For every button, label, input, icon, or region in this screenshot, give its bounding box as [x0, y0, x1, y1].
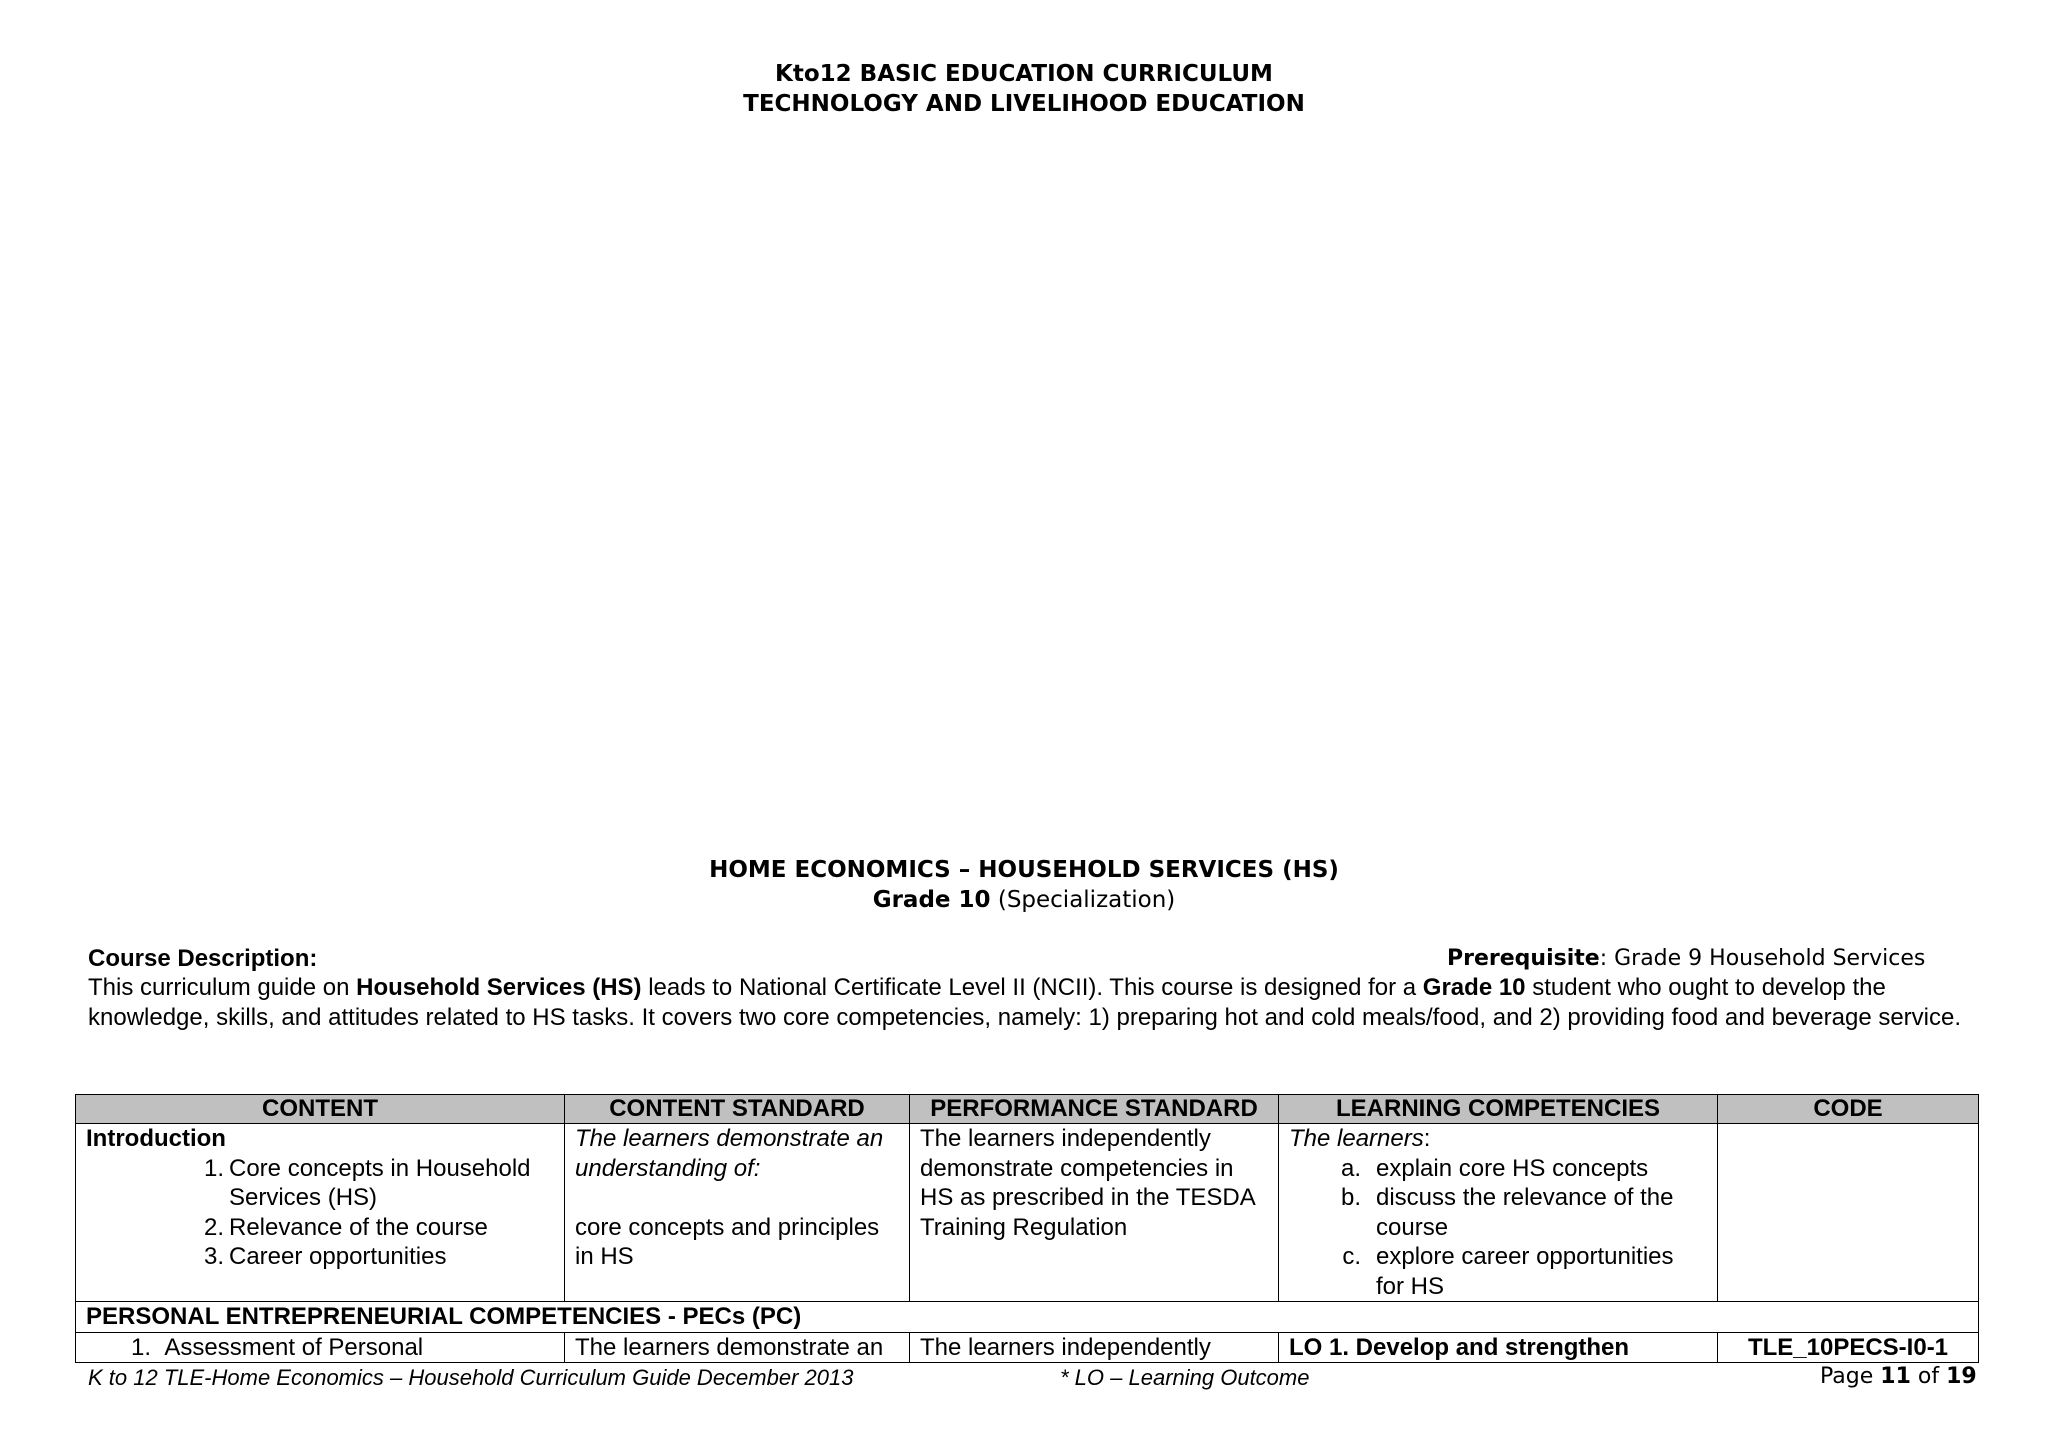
col-header-content: CONTENT: [76, 1095, 565, 1124]
doc-header-line1: Kto12 BASIC EDUCATION CURRICULUM: [775, 61, 1273, 87]
table-row-introduction: [76, 1124, 1979, 1302]
col-header-content-standard: CONTENT STANDARD: [565, 1095, 910, 1124]
cell-learning-competencies: LO 1. Develop and strengthen: [1279, 1332, 1718, 1363]
grade-specialization: (Specialization): [990, 887, 1176, 913]
competencies-list: [1289, 1154, 1707, 1302]
page-current: 11: [1880, 1364, 1911, 1389]
col-header-performance-standard: PERFORMANCE STANDARD: [910, 1095, 1279, 1124]
list-item: [86, 1154, 554, 1213]
cell-code: TLE_10PECS-I0-1: [1718, 1332, 1979, 1363]
desc-bold-grade: Grade 10: [1422, 974, 1526, 1001]
curriculum-table: [75, 1094, 1979, 1363]
prerequisite-value: : Grade 9 Household Services: [1599, 946, 1926, 971]
intro-title: Introduction: [86, 1125, 226, 1152]
list-item: [1289, 1183, 1707, 1242]
course-description: [88, 973, 1968, 1033]
list-text: Relevance of the course: [229, 1213, 488, 1241]
list-text: Assessment of Personal: [164, 1333, 424, 1361]
page-word: Page: [1820, 1364, 1881, 1389]
col-header-learning-competencies: LEARNING COMPETENCIES: [1279, 1095, 1718, 1124]
footer-page-number: [1820, 1364, 1977, 1389]
doc-header-line2: TECHNOLOGY AND LIVELIHOOD EDUCATION: [743, 91, 1305, 117]
footer-lo-note: * LO – Learning Outcome: [1060, 1365, 1310, 1390]
list-num: 1.: [203, 1154, 224, 1182]
footer-guide-title: K to 12 TLE-Home Economics – Household Curriculum Guide December 2013: [88, 1365, 854, 1390]
list-item: [1289, 1154, 1707, 1184]
col-header-code: CODE: [1718, 1095, 1979, 1124]
competencies-intro: The learners:: [1289, 1125, 1431, 1152]
list-text: discuss the relevance of the course: [1376, 1184, 1674, 1241]
list-num: 1.: [130, 1333, 151, 1361]
list-num: 2.: [203, 1213, 224, 1241]
content-list: [86, 1154, 554, 1272]
cell-content-standard: [565, 1124, 910, 1302]
prerequisite-label: Prerequisite: [1447, 946, 1600, 971]
course-description-label: Course Description:: [88, 945, 318, 972]
list-text: Career opportunities: [229, 1243, 447, 1270]
list-item: [1289, 1242, 1707, 1301]
section-title: PERSONAL ENTREPRENEURIAL COMPETENCIES - PECs (PC): [76, 1302, 1979, 1333]
desc-part: leads to National Certificate Level II (NCII). This course is designed for a: [641, 974, 1423, 1001]
cell-content-standard: The learners demonstrate an: [565, 1332, 910, 1363]
desc-bold-hs: Household Services (HS): [356, 974, 642, 1001]
cell-performance-standard: The learners independently: [910, 1332, 1279, 1363]
cell-content: [76, 1332, 565, 1363]
prerequisite: [1447, 946, 1925, 971]
list-text: explore career opportunities for HS: [1376, 1243, 1674, 1300]
list-num: 3.: [203, 1243, 224, 1270]
table-row-pecs: [76, 1332, 1979, 1363]
content-standard-intro: The learners demonstrate an understanding of:: [575, 1125, 884, 1182]
list-text: Core concepts in Household Services (HS): [229, 1154, 531, 1211]
competencies-intro-text: The learners: [1289, 1125, 1424, 1152]
page-total: 19: [1946, 1364, 1977, 1389]
cell-code: [1718, 1124, 1979, 1302]
of-word: of: [1910, 1364, 1947, 1389]
desc-part: student who ought to develop the knowledge, skills, and attitudes related to HS tasks. It covers two core competencies, namely: 1) preparing hot and cold meals/food, and 2) providing food and beverage service.: [88, 974, 1962, 1031]
list-num: b.: [1340, 1184, 1361, 1211]
subject-title: HOME ECONOMICS – HOUSEHOLD SERVICES (HS): [709, 857, 1339, 883]
grade-label: Grade 10: [872, 887, 991, 913]
list-item: [86, 1213, 554, 1243]
list-num: a.: [1340, 1154, 1361, 1182]
cell-content: [76, 1124, 565, 1302]
list-num: c.: [1342, 1243, 1361, 1270]
cell-learning-competencies: [1279, 1124, 1718, 1302]
cell-performance-standard: The learners independently demonstrate competencies in HS as prescribed in the TESDA Training Regulation: [910, 1124, 1279, 1302]
list-item: [86, 1242, 554, 1272]
desc-part: This curriculum guide on: [88, 974, 357, 1001]
grade-line: [0, 885, 2048, 915]
table-header-row: [76, 1095, 1979, 1124]
table-section-row: [76, 1302, 1979, 1333]
list-text: explain core HS concepts: [1376, 1154, 1649, 1182]
content-standard-text: core concepts and principles in HS: [575, 1213, 880, 1270]
